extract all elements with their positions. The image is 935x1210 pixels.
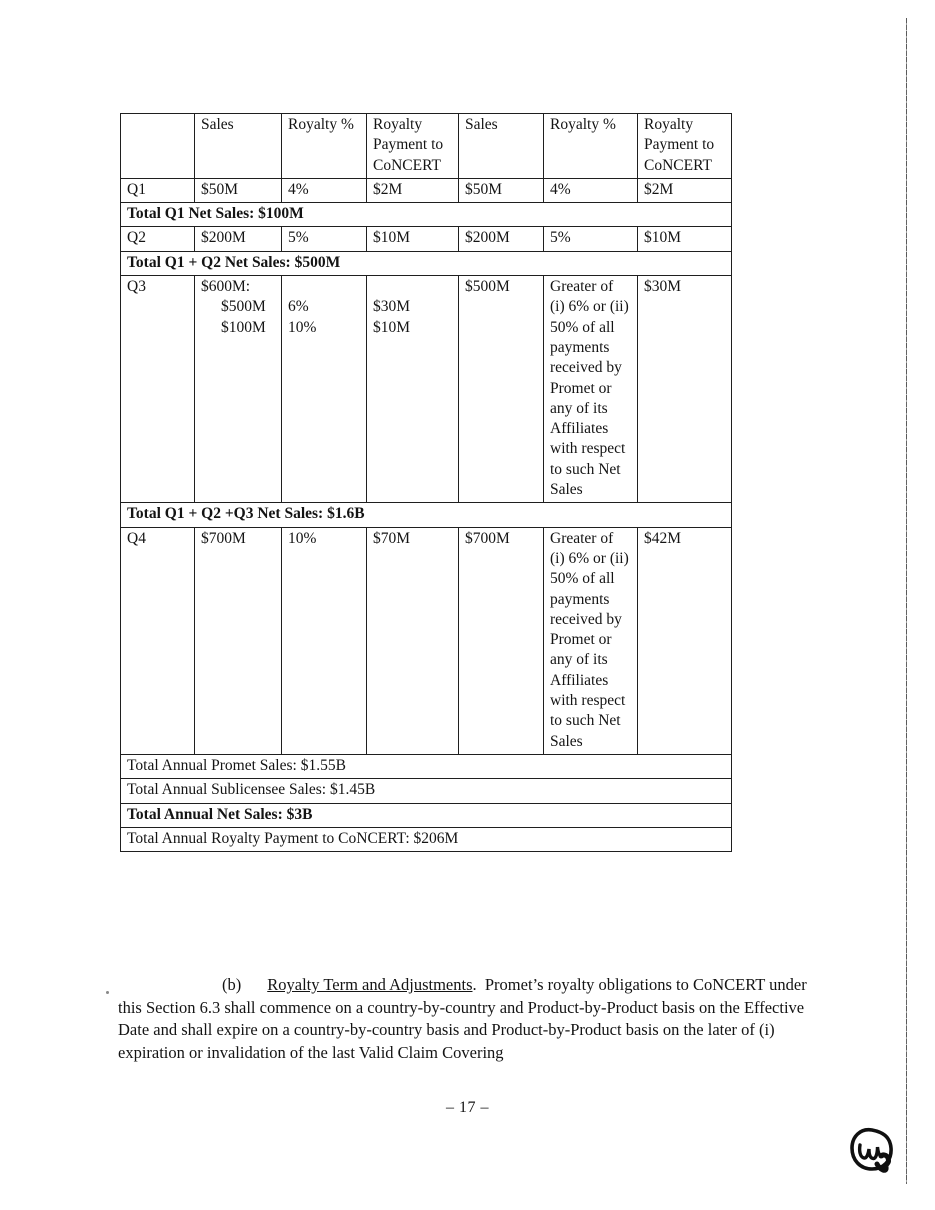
total-cell: Total Annual Promet Sales: $1.55B xyxy=(121,754,732,778)
total-row xyxy=(121,827,732,851)
data-cell: 5% xyxy=(282,227,367,251)
cell-line xyxy=(373,277,452,297)
data-cell: $500M xyxy=(459,276,544,503)
table-header-row xyxy=(121,114,732,179)
data-row xyxy=(121,527,732,754)
data-cell: 5% xyxy=(544,227,638,251)
column-header: Sales xyxy=(459,114,544,179)
total-row xyxy=(121,803,732,827)
column-header: Sales xyxy=(195,114,282,179)
total-row xyxy=(121,203,732,227)
data-cell: 4% xyxy=(544,178,638,202)
data-cell: $50M xyxy=(459,178,544,202)
scan-artifact-line xyxy=(906,18,907,1184)
total-cell: Total Annual Sublicensee Sales: $1.45B xyxy=(121,779,732,803)
data-cell: Greater of (i) 6% or (ii) 50% of all payments received by Promet or any of its Affiliates with respect to such Net Sales xyxy=(544,527,638,754)
data-cell: Q3 xyxy=(121,276,195,503)
total-cell: Total Q1 Net Sales: $100M xyxy=(121,203,732,227)
data-cell: $30M xyxy=(638,276,732,503)
page-number: – 17 – xyxy=(446,1099,489,1116)
data-cell xyxy=(195,276,282,503)
paragraph-marker: (b) xyxy=(222,975,242,994)
data-cell: 4% xyxy=(282,178,367,202)
cell-line: 10% xyxy=(288,318,317,336)
cell-line: $500M xyxy=(221,298,266,316)
column-header: Royalty % xyxy=(282,114,367,179)
column-header xyxy=(121,114,195,179)
total-cell: Total Annual Net Sales: $3B xyxy=(121,803,732,827)
total-row xyxy=(121,251,732,275)
data-cell: $50M xyxy=(195,178,282,202)
data-cell: $70M xyxy=(367,527,459,754)
total-row xyxy=(121,754,732,778)
data-row xyxy=(121,227,732,251)
data-row xyxy=(121,178,732,202)
cell-line: $30M xyxy=(373,298,411,316)
data-cell: $700M xyxy=(195,527,282,754)
total-row xyxy=(121,779,732,803)
cell-line: $100M xyxy=(221,318,266,336)
data-cell: $42M xyxy=(638,527,732,754)
data-cell xyxy=(282,276,367,503)
scan-speck xyxy=(106,991,109,994)
data-cell: $200M xyxy=(195,227,282,251)
data-cell: $10M xyxy=(638,227,732,251)
data-cell: $200M xyxy=(459,227,544,251)
data-cell: $2M xyxy=(638,178,732,202)
total-cell: Total Q1 + Q2 Net Sales: $500M xyxy=(121,251,732,275)
data-cell: Greater of (i) 6% or (ii) 50% of all payments received by Promet or any of its Affiliates with respect to such Net Sales xyxy=(544,276,638,503)
handwritten-circled-w-mark xyxy=(847,1126,899,1178)
total-cell: Total Annual Royalty Payment to CoNCERT: $206M xyxy=(121,827,732,851)
column-header: Royalty Payment to CoNCERT xyxy=(367,114,459,179)
total-row xyxy=(121,503,732,527)
data-cell: Q1 xyxy=(121,178,195,202)
cell-line: 6% xyxy=(288,298,309,316)
paragraph-heading: Royalty Term and Adjustments xyxy=(267,975,473,994)
paragraph-body: . Promet’s royalty obligations to CoNCERT under this Section 6.3 shall commence on a country-by-country and Product-by-Product basis on the Effective Date and shall expire on a country-by-country basis and Product-by-Product basis on the later of (i) expiration or invalidation of the last Valid Claim Covering xyxy=(118,975,807,1062)
data-cell: Q4 xyxy=(121,527,195,754)
data-cell: $700M xyxy=(459,527,544,754)
column-header: Royalty Payment to CoNCERT xyxy=(638,114,732,179)
royalty-table xyxy=(120,113,732,852)
data-cell: $2M xyxy=(367,178,459,202)
total-cell: Total Q1 + Q2 +Q3 Net Sales: $1.6B xyxy=(121,503,732,527)
data-cell: Q2 xyxy=(121,227,195,251)
data-cell: $10M xyxy=(367,227,459,251)
cell-line: $600M: xyxy=(201,278,251,296)
data-cell: 10% xyxy=(282,527,367,754)
column-header: Royalty % xyxy=(544,114,638,179)
data-row xyxy=(121,276,732,503)
cell-line: $10M xyxy=(373,318,411,336)
cell-line xyxy=(288,277,360,297)
royalty-term-paragraph xyxy=(118,974,820,1064)
data-cell xyxy=(367,276,459,503)
